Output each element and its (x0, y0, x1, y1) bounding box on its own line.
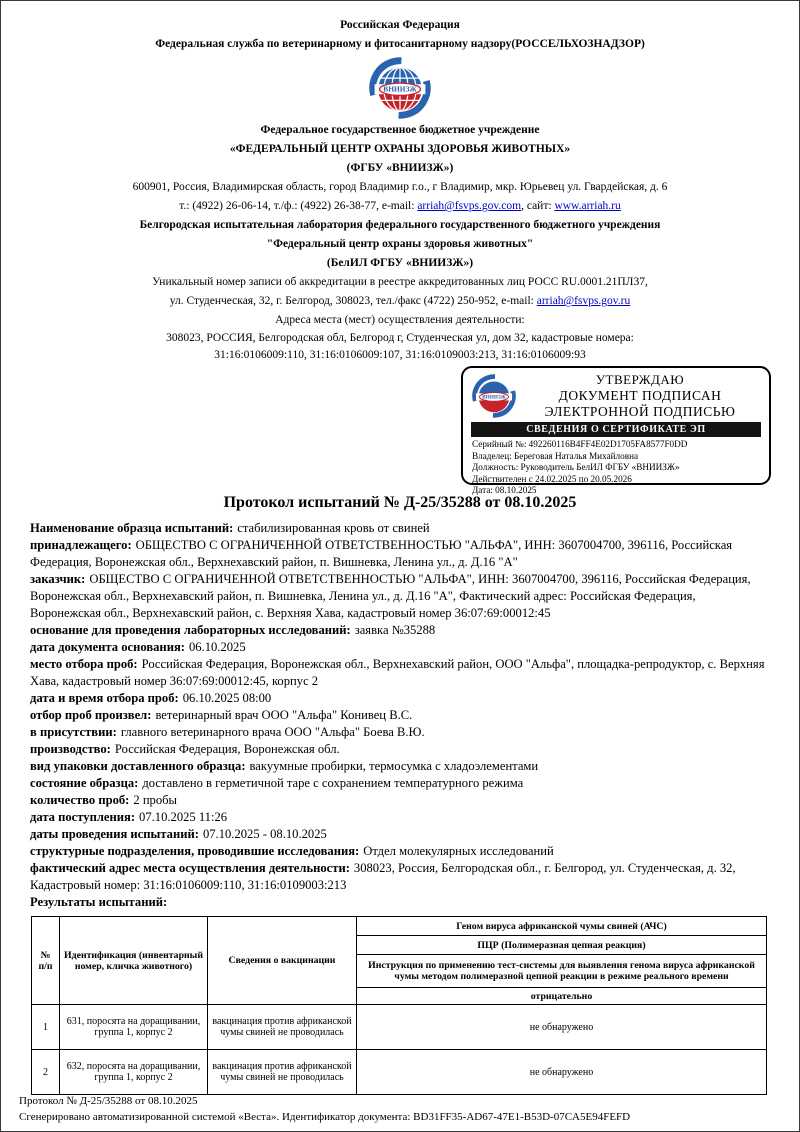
column-header-genome: Геном вируса африканской чумы свиней (АЧС) (357, 917, 767, 936)
field-label: основание для проведения лабораторных исследований: (30, 623, 351, 637)
results-section-label: Результаты испытаний: (30, 895, 168, 909)
field-value: 07.10.2025 - 08.10.2025 (202, 827, 327, 841)
country-line: Российская Федерация (340, 19, 460, 31)
column-header-instruction: Инструкция по применению тест-системы для выявления генома вируса африканской чумы методом полимеразной цепной реакции в режиме реального времени (357, 955, 767, 988)
column-header-vaccination: Сведения о вакцинации (208, 917, 357, 1005)
stamp-position: Должность: Руководитель БелИЛ ФГБУ «ВНИИЗЖ» (472, 462, 680, 473)
fgbu-site-link[interactable]: www.arriah.ru (554, 200, 621, 212)
protocol-title: Протокол испытаний № Д-25/35288 от 08.10.2025 (223, 494, 577, 511)
field-departments (30, 843, 769, 860)
field-basis-date (30, 639, 769, 656)
stamp-validity: Действителен с 24.02.2025 по 20.05.2026 (472, 473, 632, 484)
row-number-cell: 1 (32, 1005, 60, 1050)
field-label: дата документа основания: (30, 640, 185, 654)
column-header-norm: отрицательно (357, 988, 767, 1005)
field-label: заказчик: (30, 572, 86, 586)
field-value: ветеринарный врач ООО "Альфа" Конивец В.С. (155, 708, 413, 722)
lab-email-link[interactable]: arriah@fsvps.gov.ru (536, 295, 631, 307)
fgbu-contacts-line (1, 197, 799, 216)
fgbu-type-line: Федеральное государственное бюджетное учреждение (260, 124, 540, 136)
field-sampling-place (30, 656, 769, 690)
field-production (30, 741, 769, 758)
column-header-method: ПЦР (Полимеразная цепная реакция) (357, 936, 767, 955)
lab-name-line2: "Федеральный центр охраны здоровья животных" (266, 238, 534, 250)
field-witness (30, 724, 769, 741)
field-value: 06.10.2025 08:00 (182, 691, 272, 705)
field-actual-address (30, 860, 769, 894)
field-value: Российская Федерация, Воронежская обл. (114, 742, 340, 756)
lab-name-line1: Белгородская испытательная лаборатория федерального государственного бюджетного учреждения (139, 219, 661, 231)
field-sample-condition (30, 775, 769, 792)
document-header (1, 1, 799, 364)
field-label: структурные подразделения, проводившие исследования: (30, 844, 360, 858)
field-sampling-datetime (30, 690, 769, 707)
table-row (32, 1050, 767, 1095)
field-value: 07.10.2025 11:26 (139, 810, 228, 824)
footer-protocol-number: Протокол № Д-25/35288 от 08.10.2025 (19, 1095, 198, 1107)
field-value: заявка №35288 (354, 623, 436, 637)
field-value: ОБЩЕСТВО С ОГРАНИЧЕННОЙ ОТВЕТСТВЕННОСТЬЮ "АЛЬФА", ИНН: 3607004700, 396116, Российская Федерация, Воронежская обл., Верхнехавский район, п. Вишневка, Ленина ул., д. Д.16 "А", Фактический адрес: Российская Федерация, Воронежская обл., Верхнехавский район, с. Верхняя Хава, кадастровый номер 36:07:69:00012:45 (30, 572, 751, 620)
field-customer (30, 571, 769, 622)
results-table (31, 916, 767, 1095)
field-label: отбор проб произвел: (30, 708, 152, 722)
field-value: главного ветеринарного врача ООО "Альфа" Боева В.Ю. (120, 725, 425, 739)
field-packaging (30, 758, 769, 775)
row-result-cell: не обнаружено (357, 1050, 767, 1095)
stamp-owner: Владелец: Береговая Наталья Михайловна (472, 450, 639, 461)
stamp-serial: Серийный №: 492260116B4FF4E02D1705FA8577F0DD (472, 439, 688, 449)
document-footer (19, 1094, 630, 1125)
row-vaccination-cell: вакцинация против африканской чумы свиней не проводилась (208, 1005, 357, 1050)
column-header-number: № п/п (32, 917, 60, 1005)
row-vaccination-cell: вакцинация против африканской чумы свиней не проводилась (208, 1050, 357, 1095)
field-sampler (30, 707, 769, 724)
fgbu-name-line: «ФЕДЕРАЛЬНЫЙ ЦЕНТР ОХРАНЫ ЗДОРОВЬЯ ЖИВОТНЫХ» (229, 143, 571, 155)
field-value: Отдел молекулярных исследований (363, 844, 554, 858)
activity-address-line1: 308023, РОССИЯ, Белгородская обл, Белгород г, Студенческая ул, дом 32, кадастровые номера: (166, 332, 634, 344)
fgbu-address-line: 600901, Россия, Владимирская область, город Владимир г.о., г Владимир, мкр. Юрьевец ул. Гвардейская, д. 6 (132, 181, 668, 193)
stamp-signed-line1: ДОКУМЕНТ ПОДПИСАН (558, 388, 722, 403)
field-label: фактический адрес места осуществления деятельности: (30, 861, 350, 875)
stamp-logo-text: ВНИИЗЖ (482, 394, 506, 401)
stamp-signed-line2: ЭЛЕКТРОННОЙ ПОДПИСЬЮ (544, 403, 736, 419)
stamp-date: Дата: 08.10.2025 (472, 485, 537, 496)
column-header-identification: Идентификация (инвентарный номер, кличка животного) (60, 917, 208, 1005)
stamp-top-row (469, 372, 763, 419)
row-number-cell: 2 (32, 1050, 60, 1095)
table-row (32, 1005, 767, 1050)
field-owner (30, 537, 769, 571)
field-value: 308023, Россия, Белгородская обл., г. Белгород, ул. Студенческая, д. 32, Кадастровый номер: 31:16:0106009:110, 31:16:0109003:213 (30, 861, 736, 892)
stamp-heading-block (517, 372, 763, 419)
field-label: вид упаковки доставленного образца: (30, 759, 246, 773)
field-label: дата поступления: (30, 810, 136, 824)
row-result-cell: не обнаружено (357, 1005, 767, 1050)
row-identification-cell: 631, поросята на доращивании, группа 1, корпус 2 (60, 1005, 208, 1050)
field-label: принадлежащего: (30, 538, 132, 552)
fgbu-contacts-mid: , сайт: (521, 200, 555, 212)
field-basis (30, 622, 769, 639)
accreditation-line: Уникальный номер записи об аккредитации в реестре аккредитованных лиц РОСС RU.0001.21ПЛ37, (152, 276, 648, 288)
stamp-certificate-bar: СВЕДЕНИЯ О СЕРТИФИКАТЕ ЭП (471, 422, 761, 437)
field-sample-count (30, 792, 769, 809)
activity-label-line: Адреса места (мест) осуществления деятельности: (275, 314, 525, 326)
lab-short-line: (БелИЛ ФГБУ «ВНИИЗЖ») (326, 257, 474, 269)
service-line: Федеральная служба по ветеринарному и фитосанитарному надзору(РОССЕЛЬХОЗНАДЗОР) (155, 38, 645, 50)
field-value: доставлено в герметичной таре с сохранением температурного режима (142, 776, 524, 790)
fgbu-contacts-pre: т.: (4922) 26-06-14, т./ф.: (4922) 26-38-77, e-mail: (179, 200, 418, 212)
field-value: Российская Федерация, Воронежская обл., Верхнехавский район, ООО "Альфа", площадка-репродуктор, с. Верхняя Хава, кадастровый номер 36:07:69:00012:45, корпус 2 (30, 657, 765, 688)
row-identification-cell: 632, поросята на доращивании, группа 1, корпус 2 (60, 1050, 208, 1095)
field-label: место отбора проб: (30, 657, 138, 671)
footer-generated-line: Сгенерировано автоматизированной системой «Веста». Идентификатор документа: BD31FF35-AD67-47E1-B53D-07CA5E94FEFD (19, 1110, 631, 1123)
field-receipt-date (30, 809, 769, 826)
field-label: даты проведения испытаний: (30, 827, 199, 841)
field-value: вакуумные пробирки, термосумка с хладоэлементами (249, 759, 539, 773)
field-label: количество проб: (30, 793, 130, 807)
field-label: в присутствии: (30, 725, 117, 739)
field-value: стабилизированная кровь от свиней (237, 521, 430, 535)
protocol-fields (1, 520, 799, 911)
stamp-approve-text: УТВЕРЖДАЮ (595, 372, 685, 387)
field-label: Наименование образца испытаний: (30, 521, 234, 535)
fgbu-short-line: (ФГБУ «ВНИИЗЖ») (346, 162, 454, 174)
field-value: 06.10.2025 (188, 640, 246, 654)
field-test-dates (30, 826, 769, 843)
vniizh-logo-icon (368, 57, 432, 119)
electronic-signature-stamp (461, 366, 771, 496)
field-sample-name (30, 520, 769, 537)
field-label: производство: (30, 742, 111, 756)
lab-contacts-pre: ул. Студенческая, 32, г. Белгород, 308023, тел./факс (4722) 250-952, e-mail: (169, 295, 537, 307)
stamp-vniizh-logo-icon (471, 374, 517, 418)
field-value: ОБЩЕСТВО С ОГРАНИЧЕННОЙ ОТВЕТСТВЕННОСТЬЮ "АЛЬФА", ИНН: 3607004700, 396116, Российская Федерация, Воронежская обл., Верхнехавский район, п. Вишневка, Ленина ул., д. Д.16 "А" (30, 538, 733, 569)
field-label: дата и время отбора проб: (30, 691, 179, 705)
activity-address-line2: 31:16:0106009:110, 31:16:0106009:107, 31:16:0109003:213, 31:16:0106009:93 (214, 349, 586, 361)
field-label: состояние образца: (30, 776, 139, 790)
field-value: 2 пробы (133, 793, 178, 807)
lab-contacts-line (1, 292, 799, 311)
fgbu-email-link[interactable]: arriah@fsvps.gov.com (417, 200, 522, 212)
stamp-zone (1, 364, 799, 496)
logo-text: ВНИИЗЖ (383, 84, 417, 94)
